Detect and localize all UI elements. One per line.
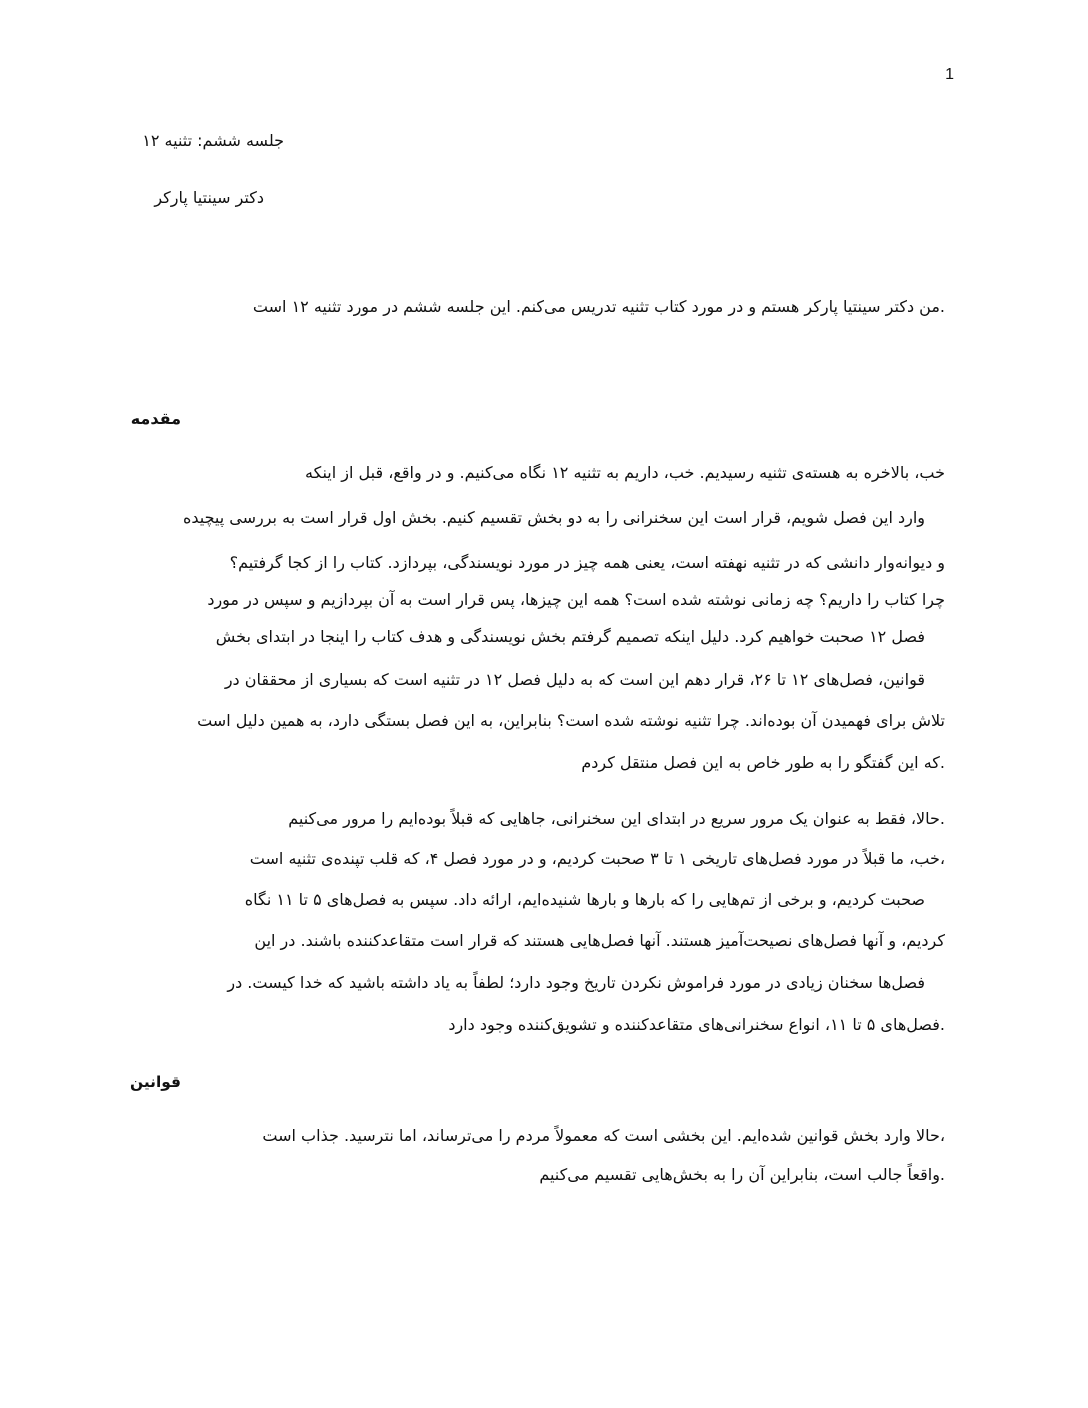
paragraph-line: وارد این فصل شویم، قرار است این سخنرانی را به دو بخش تقسیم کنیم. بخش اول قرار است به بررسی پیچیده (182, 508, 925, 527)
paragraph-line: فصل ۱۲ صحبت خواهیم کرد. دلیل اینکه تصمیم گرفتم بخش نویسندگی و هدف کتاب را اینجا در ابتدای بخش (215, 627, 925, 646)
paragraph-line: تلاش برای فهمیدن آن بوده‌اند. چرا تثنیه نوشته شده است؟ بنابراین، به این فصل بستگی دارد، به همین دلیل است (197, 711, 945, 730)
paragraph-line: ،حالا وارد بخش قوانین شده‌ایم. این بخشی است که معمولاً مردم را می‌ترساند، اما نترسید. جذاب است (262, 1126, 945, 1145)
paragraph-line: .واقعاً جالب است، بنابراین آن را به بخش‌هایی تقسیم می‌کنیم (539, 1165, 945, 1184)
paragraph-line: کردیم، و آنها فصل‌های نصیحت‌آمیز هستند. آنها فصل‌هایی هستند که قرار است متقاعدکننده باشند. در این (254, 931, 945, 950)
paragraph-line: ،خب، ما قبلاً در مورد فصل‌های تاریخی ۱ تا ۳ صحبت کردیم، و در مورد فصل ۴، که قلب تپنده‌ی تثنیه است (249, 849, 945, 868)
paragraph-line: خب، بالاخره به هسته‌ی تثنیه رسیدیم. خب، داریم به تثنیه ۱۲ نگاه می‌کنیم. و در واقع، قبل از اینکه (305, 463, 945, 482)
paragraph-line: .که این گفتگو را به طور خاص به این فصل منتقل کردم (581, 753, 945, 772)
paragraph-line: چرا کتاب را داریم؟ چه زمانی نوشته شده است؟ همه این چیزها، پس قرار است به آن بپردازیم و سپس در مورد (207, 590, 945, 609)
paragraph-line: .فصل‌های ۵ تا ۱۱، انواع سخنرانی‌های متقاعدکننده و تشویق‌کننده وجود دارد (448, 1015, 945, 1034)
paragraph-line: و دیوانه‌وار دانشی که در تثنیه نهفته است، یعنی همه چیز در مورد نویسندگی، بپردازد. کتاب را از کجا گرفتیم؟ (229, 553, 945, 572)
author-name: دکتر سینتیا پارکر (154, 188, 264, 207)
document-title: جلسه ششم: تثنیه ۱۲ (142, 131, 284, 150)
paragraph-line: فصل‌ها سخنان زیادی در مورد فراموش نکردن تاریخ وجود دارد؛ لطفاً به یاد داشته باشید که خدا کیست. در (227, 973, 925, 992)
page-number: 1 (945, 66, 954, 83)
paragraph-line: قوانین، فصل‌های ۱۲ تا ۲۶، قرار دهم این است که به دلیل فصل ۱۲ در تثنیه است که بسیاری از محققان در (224, 670, 925, 689)
intro-paragraph: .من دکتر سینتیا پارکر هستم و در مورد کتاب تثنیه تدریس می‌کنم. این جلسه ششم در مورد تثنیه ۱۲ است (252, 297, 945, 316)
section-heading-laws: قوانین (130, 1073, 181, 1091)
paragraph-line: .حالا، فقط به عنوان یک مرور سریع در ابتدای این سخنرانی، جاهایی که قبلاً بوده‌ایم را مرور می‌کنیم (288, 809, 945, 828)
paragraph-line: صحبت کردیم، و برخی از تم‌هایی را که بارها و بارها شنیده‌ایم، ارائه داد. سپس به فصل‌های ۵ تا ۱۱ نگاه (244, 890, 925, 909)
section-heading-introduction: مقدمه (130, 409, 181, 428)
